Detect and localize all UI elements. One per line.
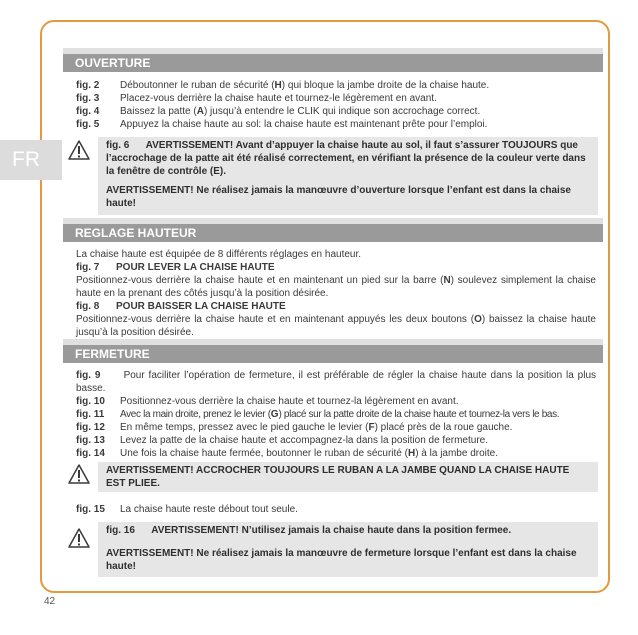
warning-triangle-icon [68, 528, 90, 548]
item-text: ) placé près de la roue gauche. [374, 422, 513, 433]
list-item [76, 118, 600, 131]
subheading: POUR LEVER LA CHAISE HAUTE [116, 262, 275, 273]
list-item [76, 447, 600, 460]
item-text: Appuyez la chaise haute au sol: la chaise haute est maintenant prête pour l’emploi. [120, 119, 488, 130]
item-key: F [368, 422, 375, 433]
list-item [76, 421, 600, 434]
list-item [76, 408, 600, 421]
warning-box [98, 522, 598, 577]
warning-4: AVERTISSEMENT! N’utilisez jamais la chaise haute dans la position fermee. [151, 525, 512, 536]
item-text: Levez la patte de la chaise haute et accompagnez-la dans la position de fermeture. [120, 435, 489, 446]
fig-label: fig. 4 [76, 106, 100, 117]
list-item [76, 395, 600, 408]
warning-5: AVERTISSEMENT! Ne réalisez jamais la manœuvre de fermeture lorsque l’enfant est dans la chaise haute! [106, 548, 577, 572]
warning-text [106, 524, 590, 537]
item-text: Placez-vous derrière la chaise haute et tournez-le légèrement en avant. [120, 93, 437, 104]
paragraph-text: Positionnez-vous derrière la chaise haute et en maintenant appuyés les deux boutons ( [76, 314, 475, 325]
item-text: Une fois la chaise haute fermée, boutonner le ruban de sécurité ( [120, 448, 408, 459]
item-text: Baissez la patte ( [120, 106, 197, 117]
item-key: H [407, 448, 416, 459]
fig-label: fig. 14 [76, 448, 105, 459]
fig-label: fig. 7 [76, 262, 100, 273]
paragraph [76, 274, 596, 300]
page-number: 42 [44, 596, 56, 607]
language-tab: FR [0, 140, 62, 180]
paragraph [76, 369, 596, 395]
fig-label: fig. 2 [76, 80, 100, 91]
warning-text [106, 547, 590, 573]
list-item [76, 434, 600, 447]
list-item [76, 92, 600, 105]
section-title-ouverture: OUVERTURE [63, 54, 603, 72]
paragraph: La chaise haute est équipée de 8 différents réglages en hauteur. [76, 249, 362, 260]
paragraph [76, 313, 596, 339]
item-text: La chaise haute reste débout tout seule. [120, 504, 298, 515]
item-key: N [443, 275, 451, 286]
fig-label: fig. 5 [76, 119, 100, 130]
warning-1: AVERTISSEMENT! Avant d’appuyer la chaise haute au sol, il faut s’assurer TOUJOURS que l’accrochage de la patte ait été réalisé correctement, en vérifiant la présence de la couleur verte dans la fenêtre de contrôle (E). [106, 140, 586, 177]
warning-2: AVERTISSEMENT! Ne réalisez jamais la manœuvre d’ouverture lorsque l’enfant est dans la chaise haute! [106, 185, 571, 209]
section-title-fermeture: FERMETURE [63, 345, 603, 363]
fig-label: fig. 6 [106, 140, 130, 151]
item-text: Avec la main droite, prenez le levier ( [120, 409, 271, 420]
subheading: POUR BAISSER LA CHAISE HAUTE [116, 301, 286, 312]
item-key: H [274, 80, 282, 91]
section-title-reglage: REGLAGE HAUTEUR [63, 224, 603, 242]
paragraph-text: ) baissez la chaise haute jusqu’à la position désirée. [76, 314, 596, 338]
paragraph-text: Positionnez-vous derrière la chaise haute et en maintenant un pied sur la barre ( [76, 275, 444, 286]
fig-label: fig. 15 [76, 504, 105, 515]
paragraph [76, 261, 596, 274]
paragraph-text: ) soulevez simplement la chaise haute en la prenant des côtés jusqu’à la position désirée. [76, 275, 596, 299]
warning-text [106, 139, 590, 178]
item-key: A [196, 106, 204, 117]
item-key: O [474, 314, 482, 325]
fig-label: fig. 16 [106, 525, 135, 536]
warning-box [98, 137, 598, 215]
fig-label: fig. 11 [76, 409, 105, 420]
fig-label: fig. 12 [76, 422, 105, 433]
fig-label: fig. 10 [76, 396, 105, 407]
warning-3: AVERTISSEMENT! ACCROCHER TOUJOURS LE RUBAN A LA JAMBE QUAND LA CHAISE HAUTE EST PLIEE. [106, 465, 570, 489]
fig-label: fig. 9 [76, 370, 101, 381]
list-item [76, 105, 600, 118]
fig-label: fig. 8 [76, 301, 100, 312]
paragraph [76, 300, 596, 313]
item-key: G [270, 409, 279, 420]
item-text: ) à la jambe droite. [415, 448, 499, 459]
list-item [76, 503, 600, 516]
warning-triangle-icon [68, 140, 90, 160]
warning-text [106, 184, 590, 210]
fig-label: fig. 3 [76, 93, 100, 104]
fig-label: fig. 13 [76, 435, 105, 446]
warning-triangle-icon [68, 464, 90, 484]
item-text: ) placé sur la patte droite de la chaise haute et tournez-la vers le bas. [278, 409, 560, 420]
list-item [76, 79, 600, 92]
warning-box [98, 462, 598, 492]
item-text: ) qui bloque la jambe droite de la chaise haute. [281, 80, 490, 91]
item-text: Positionnez-vous derrière la chaise haute et tournez-la légèrement en avant. [120, 396, 459, 407]
item-text: ) jusqu’à entendre le CLIK qui indique son accrochage correct. [203, 106, 481, 117]
item-text: En même temps, pressez avec le pied gauche le levier ( [120, 422, 369, 433]
item-text: Déboutonner le ruban de sécurité ( [120, 80, 275, 91]
paragraph-text: Pour faciliter l’opération de fermeture, il est préférable de régler la chaise haute dans la position la plus basse. [76, 370, 597, 394]
